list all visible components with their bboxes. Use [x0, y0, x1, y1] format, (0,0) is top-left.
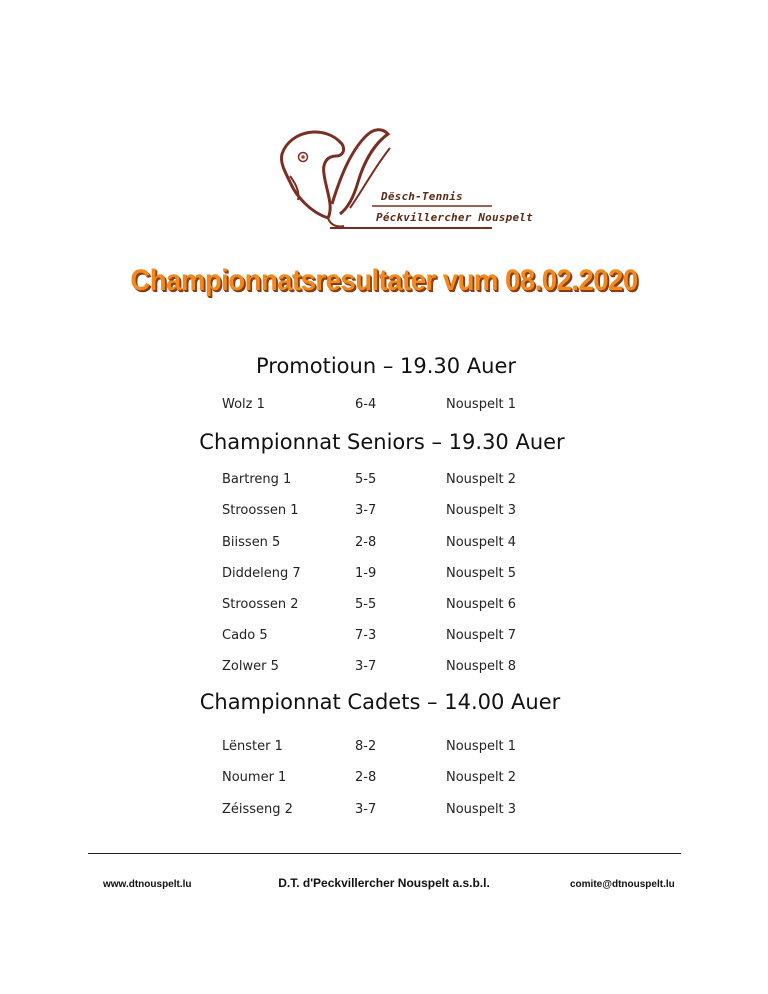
footer-email-link[interactable]: comite@dtnouspelt.lu [570, 879, 675, 890]
footer-website-link[interactable]: www.dtnouspelt.lu [103, 879, 192, 890]
section-title-promotioun: Promotioun – 19.30 Auer [255, 354, 517, 378]
section-title-seniors: Championnat Seniors – 19.30 Auer [199, 430, 565, 454]
away-team: Nouspelt 3 [446, 802, 517, 817]
page-title: Championnatsresultater vum 08.02.2020 [130, 264, 638, 297]
away-team: Nouspelt 2 [446, 472, 517, 487]
home-team: Stroossen 2 [222, 597, 299, 612]
match-row [222, 628, 642, 648]
logo-text-line1: Dësch-Tennis [381, 190, 463, 203]
match-row [222, 597, 642, 617]
section-title-cadets: Championnat Cadets – 14.00 Auer [199, 690, 561, 714]
away-team: Nouspelt 2 [446, 770, 517, 785]
home-team: Wolz 1 [222, 397, 265, 412]
match-row [222, 659, 642, 679]
logo-text-line2: Péckvillercher Nouspelt [376, 211, 533, 224]
match-row [222, 566, 642, 586]
away-team: Nouspelt 3 [446, 503, 517, 518]
match-row [222, 770, 642, 790]
away-team: Nouspelt 8 [446, 659, 517, 674]
match-score: 3-7 [355, 802, 377, 817]
match-score: 1-9 [355, 566, 377, 581]
club-logo [270, 118, 533, 238]
match-score: 3-7 [355, 659, 377, 674]
home-team: Diddeleng 7 [222, 566, 301, 581]
match-row [222, 802, 642, 822]
match-score: 3-7 [355, 503, 377, 518]
footer-organization: D.T. d'Peckvillercher Nouspelt a.s.b.l. [278, 876, 490, 890]
match-row [222, 535, 642, 555]
match-score: 7-3 [355, 628, 377, 643]
match-score: 5-5 [355, 597, 377, 612]
away-team: Nouspelt 4 [446, 535, 517, 550]
match-score: 2-8 [355, 770, 377, 785]
home-team: Bartreng 1 [222, 472, 292, 487]
home-team: Noumer 1 [222, 770, 287, 785]
match-score: 6-4 [355, 397, 377, 412]
match-score: 5-5 [355, 472, 377, 487]
home-team: Cado 5 [222, 628, 268, 643]
away-team: Nouspelt 7 [446, 628, 517, 643]
match-score: 8-2 [355, 739, 377, 754]
away-team: Nouspelt 5 [446, 566, 517, 581]
home-team: Stroossen 1 [222, 503, 299, 518]
footer-divider [88, 853, 681, 854]
home-team: Lënster 1 [222, 739, 283, 754]
home-team: Zéisseng 2 [222, 802, 293, 817]
away-team: Nouspelt 1 [446, 397, 517, 412]
home-team: Biissen 5 [222, 535, 281, 550]
match-row [222, 739, 642, 759]
match-row [222, 397, 642, 417]
match-row [222, 472, 642, 492]
away-team: Nouspelt 6 [446, 597, 517, 612]
away-team: Nouspelt 1 [446, 739, 517, 754]
home-team: Zolwer 5 [222, 659, 279, 674]
match-row [222, 503, 642, 523]
match-score: 2-8 [355, 535, 377, 550]
